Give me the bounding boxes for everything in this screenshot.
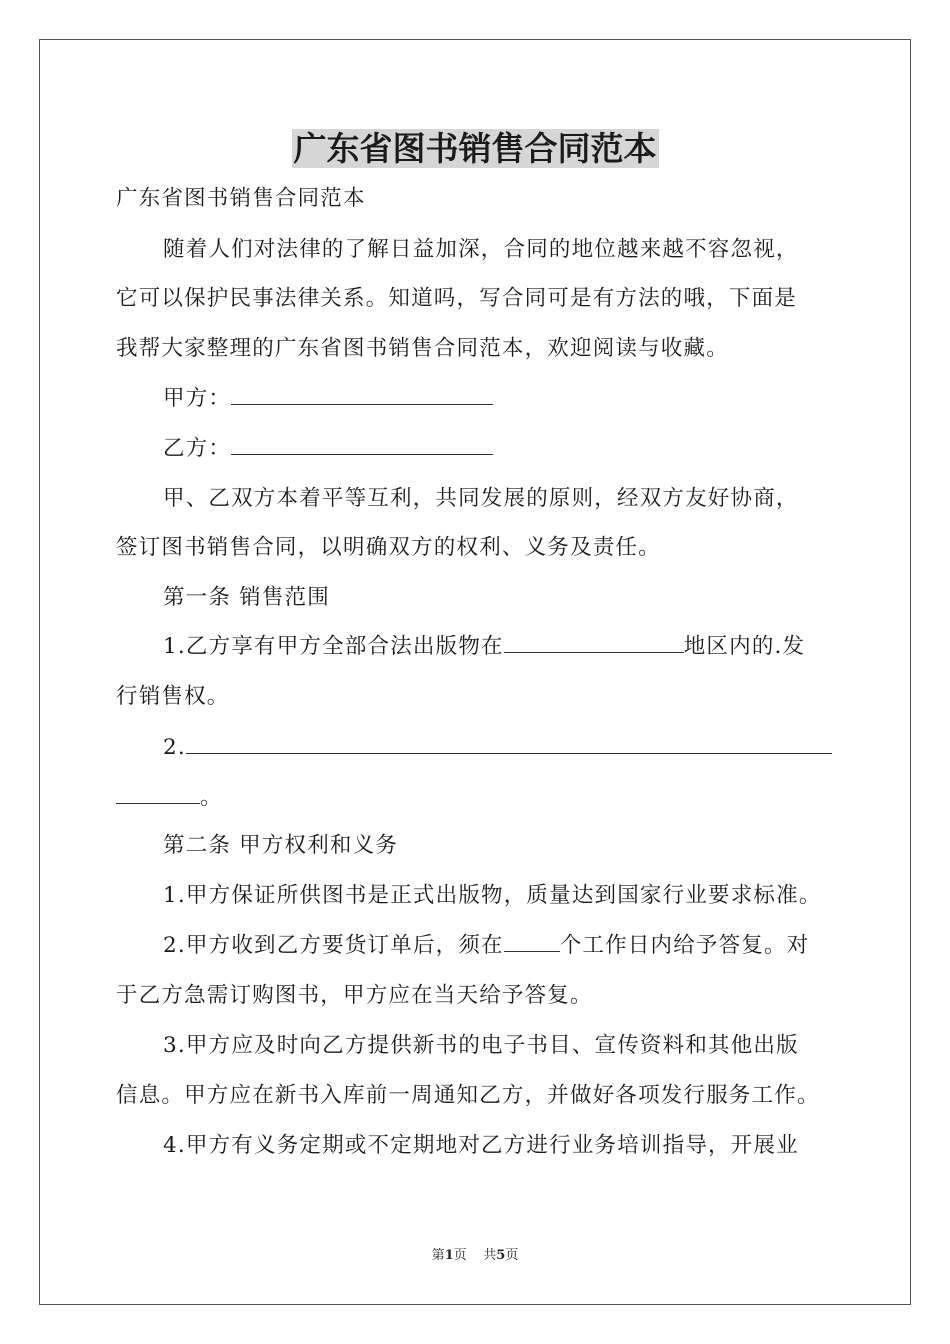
article-1-item-1: [163, 632, 836, 662]
document-title-text: 广东省图书销售合同范本: [293, 129, 657, 168]
article-1-item-1-prefix: 1.乙方享有甲方全部合法出版物在: [163, 634, 504, 659]
article-2-item-1: 1.甲方保证所供图书是正式出版物，质量达到国家行业要求标准。: [163, 883, 822, 908]
footer-page-suffix: 页: [505, 1248, 519, 1263]
party-b-line: [163, 434, 836, 464]
article-1-item-1-suffix: 地区内的.发: [683, 634, 806, 659]
footer-page-total: 5: [496, 1248, 506, 1263]
article-2-item-3: 3.甲方应及时向乙方提供新书的电子书目、宣传资料和其他出版: [163, 1033, 799, 1058]
article-1-item-2-end: 。: [200, 785, 223, 810]
page-border: [39, 39, 911, 1305]
party-b-label: 乙方：: [163, 436, 232, 461]
article-2-item-2-prefix: 2.甲方收到乙方要货订单后，须在: [163, 933, 504, 958]
footer-page-mid: 页 共: [453, 1248, 497, 1263]
footer-page-prefix: 第: [431, 1248, 445, 1263]
days-blank: [504, 931, 560, 952]
intro-line-2: 它可以保护民事法律关系。知道吗，写合同可是有方法的哦，下面是: [116, 286, 798, 311]
preamble-line-1: 甲、乙双方本着平等互利，共同发展的原则，经双方友好协商，: [163, 486, 799, 511]
party-a-label: 甲方：: [163, 386, 232, 411]
item-2-blank-cont: [116, 783, 200, 804]
party-a-blank: [231, 384, 493, 405]
article-1-item-1-cont: 行销售权。: [116, 684, 230, 709]
article-1-item-2-prefix: 2.: [163, 735, 186, 760]
article-1-heading: 第一条 销售范围: [163, 585, 330, 610]
article-2-item-2-suffix: 个工作日内给予答复。对: [559, 933, 810, 958]
footer-page-current: 1: [444, 1248, 454, 1263]
document-subtitle: 广东省图书销售合同范本: [116, 186, 366, 211]
article-1-item-2-cont: [116, 783, 836, 813]
article-2-item-4: 4.甲方有义务定期或不定期地对乙方进行业务培训指导，开展业: [163, 1133, 799, 1158]
article-2-heading: 第二条 甲方权利和义务: [163, 833, 399, 858]
article-2-item-3-cont: 信息。甲方应在新书入库前一周通知乙方，并做好各项发行服务工作。: [116, 1083, 820, 1108]
party-a-line: [163, 384, 836, 414]
item-2-blank: [186, 733, 832, 754]
intro-line-3: 我帮大家整理的广东省图书销售合同范本，欢迎阅读与收藏。: [116, 336, 729, 361]
intro-line-1: 随着人们对法律的了解日益加深，合同的地位越来越不容忽视，: [163, 237, 799, 262]
page-footer: [0, 1247, 950, 1265]
document-title: [0, 126, 950, 172]
article-2-item-2: [163, 931, 836, 961]
article-2-item-2-cont: 于乙方急需订购图书，甲方应在当天给予答复。: [116, 983, 593, 1008]
region-blank: [504, 632, 684, 653]
party-b-blank: [231, 434, 493, 455]
preamble-line-2: 签订图书销售合同，以明确双方的权利、义务及责任。: [116, 535, 661, 560]
article-1-item-2: [163, 733, 836, 763]
